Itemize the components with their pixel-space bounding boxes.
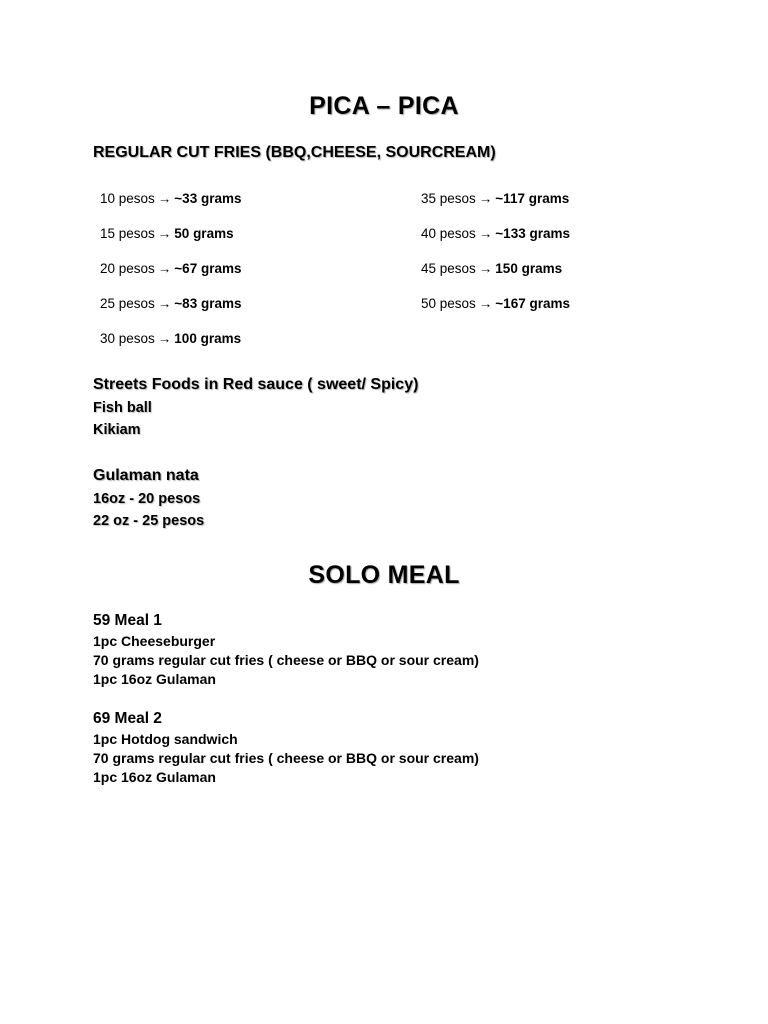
price-row [421, 261, 562, 276]
price-amount: 30 pesos [100, 331, 155, 346]
meal-line: 70 grams regular cut fries ( cheese or BBQ or sour cream) [93, 750, 479, 766]
fries-heading: REGULAR CUT FRIES (BBQ,CHEESE, SOURCREAM) [93, 144, 496, 161]
meal-line: 1pc 16oz Gulaman [93, 671, 216, 687]
price-row [421, 296, 570, 311]
price-grams: ~83 grams [174, 296, 242, 311]
street-foods-heading: Streets Foods in Red sauce ( sweet/ Spicy) [93, 376, 419, 393]
price-row [100, 226, 234, 241]
meal-line: 70 grams regular cut fries ( cheese or BBQ or sour cream) [93, 652, 479, 668]
price-amount: 15 pesos [100, 226, 155, 241]
price-grams: ~167 grams [495, 296, 570, 311]
price-amount: 45 pesos [421, 261, 476, 276]
arrow-icon: → [157, 191, 172, 206]
price-row [100, 191, 241, 206]
price-amount: 35 pesos [421, 191, 476, 206]
price-grams: 100 grams [174, 331, 242, 346]
meal-heading: 69 Meal 2 [93, 710, 162, 727]
price-amount: 40 pesos [421, 226, 476, 241]
meal-line: 1pc Hotdog sandwich [93, 731, 238, 747]
pica-title: PICA – PICA [309, 92, 459, 120]
price-amount: 10 pesos [100, 191, 155, 206]
arrow-icon: → [478, 191, 493, 206]
price-grams: ~33 grams [174, 191, 242, 206]
price-grams: 50 grams [174, 226, 234, 241]
price-row [421, 226, 570, 241]
price-row [421, 191, 569, 206]
price-amount: 50 pesos [421, 296, 476, 311]
meal-line: 1pc 16oz Gulaman [93, 769, 216, 785]
price-grams: 150 grams [495, 261, 563, 276]
price-amount: 25 pesos [100, 296, 155, 311]
arrow-icon: → [478, 226, 493, 241]
price-row [100, 296, 241, 311]
solo-meal-title: SOLO MEAL [308, 561, 460, 589]
price-row [100, 331, 241, 346]
list-item: Fish ball [93, 400, 152, 416]
price-grams: ~133 grams [495, 226, 570, 241]
meal-heading: 59 Meal 1 [93, 612, 162, 629]
arrow-icon: → [157, 296, 172, 311]
arrow-icon: → [157, 261, 172, 276]
meal-line: 1pc Cheeseburger [93, 633, 216, 649]
price-grams: ~117 grams [495, 191, 570, 206]
price-grams: ~67 grams [174, 261, 242, 276]
arrow-icon: → [157, 226, 172, 241]
list-item: Kikiam [93, 422, 141, 438]
price-row [100, 261, 241, 276]
arrow-icon: → [478, 296, 493, 311]
list-item: 16oz - 20 pesos [93, 491, 201, 507]
gulaman-heading: Gulaman nata [93, 467, 199, 484]
price-amount: 20 pesos [100, 261, 155, 276]
list-item: 22 oz - 25 pesos [93, 513, 205, 529]
arrow-icon: → [157, 331, 172, 346]
arrow-icon: → [478, 261, 493, 276]
